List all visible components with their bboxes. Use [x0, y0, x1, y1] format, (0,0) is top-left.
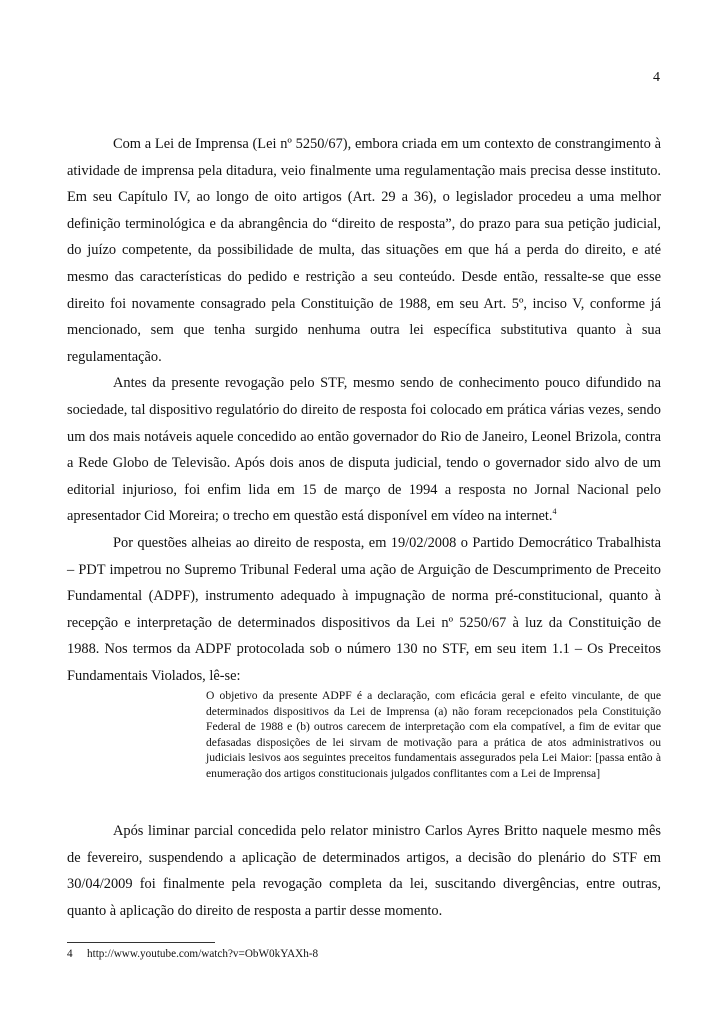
footnote-link[interactable]: http://www.youtube.com/watch?v=ObW0kYAXh-8 [87, 948, 319, 960]
paragraph-liminar: Após liminar parcial concedida pelo relator ministro Carlos Ayres Britto naquele mesmo mês de fevereiro, suspendendo a aplicação de determinados artigos, a decisão do plenário do STF em 30/04/2009 foi finalmente pela revogação completa da lei, suscitando divergências, entre outras, quanto à aplicação do direito de resposta a partir desse momento. [67, 823, 661, 919]
body-text [67, 131, 661, 689]
footnote-number: 4 [67, 948, 73, 960]
page-number: 4 [653, 70, 660, 85]
body-text-continued [67, 818, 661, 924]
paragraph-revogacao-text: Antes da presente revogação pelo STF, mesmo sendo de conhecimento pouco difundido na sociedade, tal dispositivo regulatório do direito de resposta foi colocado em prática várias vezes, sendo um dos mais notáveis aquele concedido ao então governador do Rio de Janeiro, Leonel Brizola, contra a Rede Globo de Televisão. Após dois anos de disputa judicial, tendo o governador sido alvo de um editorial injurioso, foi enfim lida em 15 de março de 1994 a resposta no Jornal Nacional pelo apresentador Cid Moreira; o trecho em questão está disponível em vídeo na internet. [67, 375, 661, 525]
footnote-reference[interactable]: 4 [552, 507, 557, 517]
paragraph-lei-de-imprensa: Com a Lei de Imprensa (Lei nº 5250/67), embora criada em um contexto de constrangimento à atividade de imprensa pela ditadura, veio finalmente uma regulamentação mais precisa desse instituto. Em seu Capítulo IV, ao longo de oito artigos (Art. 29 a 36), o legislador procedeu a uma melhor definição terminológica e da abrangência do “direito de resposta”, do prazo para sua petição judicial, do juízo competente, da possibilidade de multa, das situações em que há a perda do direito, e até mesmo das características do pedido e restrição a seu conteúdo. Desde então, ressalte-se que esse direito foi novamente consagrado pela Constituição de 1988, em seu Art. 5º, inciso V, conforme já mencionado, sem que tenha surgido nenhuma outra lei específica substitutiva quanto à sua regulamentação. [67, 136, 661, 365]
block-quote: O objetivo da presente ADPF é a declaração, com eficácia geral e efeito vinculante, de que determinados dispositivos da Lei de Imprensa (a) não foram recepcionados pela Constituição Federal de 1988 e (b) outros carecem de interpretação com ela compatível, a fim de evitar que defasadas disposições de lei sirvam de motivação para a prática de atos administrativos ou judiciais lesivos aos seguintes preceitos fundamentais assegurados pela Lei Maior: [passa então à enumeração dos artigos constitucionais julgados conflitantes com a Lei de Imprensa] [206, 689, 661, 780]
paragraph-revogacao-stf [67, 370, 661, 530]
paragraph-adpf: Por questões alheias ao direito de resposta, em 19/02/2008 o Partido Democrático Trabalhista – PDT impetrou no Supremo Tribunal Federal uma ação de Arguição de Descumprimento de Preceito Fundamental (ADPF), instrumento adequado à impugnação de norma pré-constitucional, quanto à recepção e interpretação de determinados dispositivos da Lei nº 5250/67 à luz da Constituição de 1988. Nos termos da ADPF protocolada sob o número 130 no STF, em seu item 1.1 – Os Preceitos Fundamentais Violados, lê-se: [67, 534, 661, 684]
footnote-divider [67, 942, 215, 943]
footnote [67, 946, 318, 962]
